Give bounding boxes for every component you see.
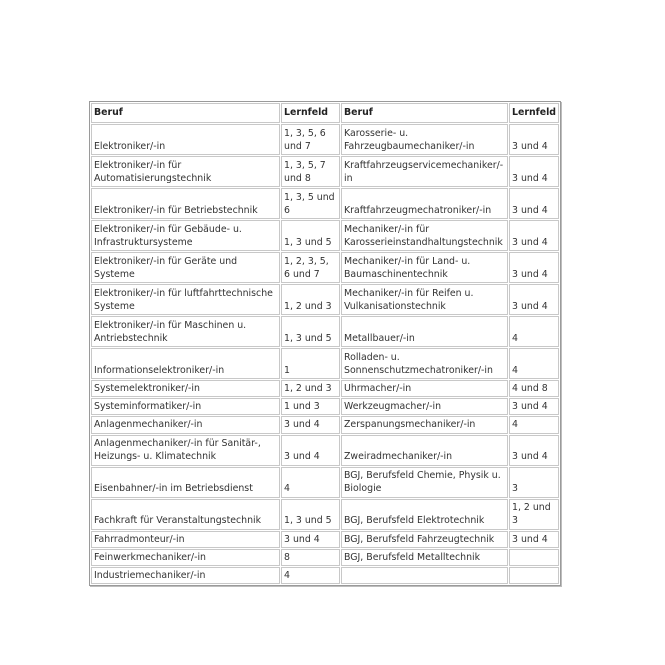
lernfeld-cell: 3 und 4	[509, 284, 559, 315]
lernfeld-cell: 4	[509, 348, 559, 379]
beruf-cell: Feinwerkmechaniker/-in	[91, 549, 280, 566]
lernfeld-cell: 1, 2 und 3	[281, 380, 340, 397]
lernfeld-cell: 3 und 4	[509, 188, 559, 219]
lernfeld-cell: 4	[281, 567, 340, 584]
beruf-cell: Industriemechaniker/-in	[91, 567, 280, 584]
beruf-cell: Mechaniker/-in für Karosserieinstandhaltungstechnik	[341, 220, 508, 251]
table-row	[91, 499, 559, 530]
beruf-cell: Fachkraft für Veranstaltungstechnik	[91, 499, 280, 530]
lernfeld-cell: 3 und 4	[509, 435, 559, 466]
table-header-row	[91, 103, 559, 123]
lernfeld-cell: 3 und 4	[509, 220, 559, 251]
header-beruf-1: Beruf	[91, 103, 280, 123]
beruf-cell: Rolladen- u. Sonnenschutzmechatroniker/-in	[341, 348, 508, 379]
lernfeld-cell: 4	[509, 416, 559, 433]
table-row	[91, 531, 559, 548]
beruf-lernfeld-table	[89, 101, 561, 586]
beruf-cell: BGJ, Berufsfeld Chemie, Physik u. Biologie	[341, 467, 508, 498]
lernfeld-cell: 4	[509, 316, 559, 347]
lernfeld-cell: 1, 3, 5, 7 und 8	[281, 156, 340, 187]
beruf-cell: Elektroniker/-in für luftfahrttechnische Systeme	[91, 284, 280, 315]
beruf-cell: Kraftfahrzeugmechatroniker/-in	[341, 188, 508, 219]
beruf-cell: Anlagenmechaniker/-in für Sanitär-, Heizungs- u. Klimatechnik	[91, 435, 280, 466]
header-lernfeld-1: Lernfeld	[281, 103, 340, 123]
table-row	[91, 467, 559, 498]
beruf-cell: Werkzeugmacher/-in	[341, 398, 508, 415]
lernfeld-cell: 3 und 4	[509, 398, 559, 415]
lernfeld-cell: 3 und 4	[509, 252, 559, 283]
table-container	[89, 101, 561, 586]
lernfeld-cell: 3 und 4	[509, 156, 559, 187]
beruf-cell: Zerspanungsmechaniker/-in	[341, 416, 508, 433]
beruf-cell: Elektroniker/-in für Geräte und Systeme	[91, 252, 280, 283]
lernfeld-cell: 1, 3, 5, 6 und 7	[281, 124, 340, 155]
lernfeld-cell: 1	[281, 348, 340, 379]
beruf-cell: Eisenbahner/-in im Betriebsdienst	[91, 467, 280, 498]
lernfeld-cell: 1, 2, 3, 5, 6 und 7	[281, 252, 340, 283]
beruf-cell: Anlagenmechaniker/-in	[91, 416, 280, 433]
beruf-cell: Kraftfahrzeugservicemechaniker/-in	[341, 156, 508, 187]
header-beruf-2: Beruf	[341, 103, 508, 123]
lernfeld-cell: 4 und 8	[509, 380, 559, 397]
table-row	[91, 348, 559, 379]
lernfeld-cell: 1, 2 und 3	[509, 499, 559, 530]
table-row	[91, 220, 559, 251]
table-row	[91, 398, 559, 415]
beruf-cell: Elektroniker/-in für Betriebstechnik	[91, 188, 280, 219]
lernfeld-cell: 3 und 4	[281, 435, 340, 466]
beruf-cell: Elektroniker/-in	[91, 124, 280, 155]
beruf-cell: Fahrradmonteur/-in	[91, 531, 280, 548]
lernfeld-cell: 1 und 3	[281, 398, 340, 415]
beruf-cell: Elektroniker/-in für Automatisierungstechnik	[91, 156, 280, 187]
beruf-cell: Metallbauer/-in	[341, 316, 508, 347]
beruf-cell: Informationselektroniker/-in	[91, 348, 280, 379]
beruf-cell: Systemelektroniker/-in	[91, 380, 280, 397]
table-row	[91, 416, 559, 433]
table-row	[91, 435, 559, 466]
beruf-cell: Mechaniker/-in für Land- u. Baumaschinentechnik	[341, 252, 508, 283]
lernfeld-cell: 4	[281, 467, 340, 498]
lernfeld-cell: 3 und 4	[509, 124, 559, 155]
beruf-cell: Uhrmacher/-in	[341, 380, 508, 397]
lernfeld-cell	[509, 567, 559, 584]
lernfeld-cell: 1, 3, 5 und 6	[281, 188, 340, 219]
table-row	[91, 549, 559, 566]
table-row	[91, 380, 559, 397]
beruf-cell: Karosserie- u. Fahrzeugbaumechaniker/-in	[341, 124, 508, 155]
beruf-cell: Mechaniker/-in für Reifen u. Vulkanisationstechnik	[341, 284, 508, 315]
table-row	[91, 567, 559, 584]
lernfeld-cell: 3 und 4	[281, 416, 340, 433]
lernfeld-cell: 1, 3 und 5	[281, 316, 340, 347]
table-row	[91, 252, 559, 283]
lernfeld-cell	[509, 549, 559, 566]
lernfeld-cell: 1, 3 und 5	[281, 499, 340, 530]
lernfeld-cell: 3	[509, 467, 559, 498]
lernfeld-cell: 1, 3 und 5	[281, 220, 340, 251]
table-row	[91, 284, 559, 315]
beruf-cell: BGJ, Berufsfeld Metalltechnik	[341, 549, 508, 566]
table-row	[91, 188, 559, 219]
beruf-cell: BGJ, Berufsfeld Elektrotechnik	[341, 499, 508, 530]
lernfeld-cell: 3 und 4	[281, 531, 340, 548]
table-row	[91, 124, 559, 155]
beruf-cell	[341, 567, 508, 584]
table-row	[91, 316, 559, 347]
lernfeld-cell: 1, 2 und 3	[281, 284, 340, 315]
header-lernfeld-2: Lernfeld	[509, 103, 559, 123]
lernfeld-cell: 3 und 4	[509, 531, 559, 548]
beruf-cell: BGJ, Berufsfeld Fahrzeugtechnik	[341, 531, 508, 548]
table-body	[91, 124, 559, 584]
beruf-cell: Zweiradmechaniker/-in	[341, 435, 508, 466]
beruf-cell: Elektroniker/-in für Maschinen u. Antriebstechnik	[91, 316, 280, 347]
table-row	[91, 156, 559, 187]
beruf-cell: Systeminformatiker/-in	[91, 398, 280, 415]
beruf-cell: Elektroniker/-in für Gebäude- u. Infrastruktursysteme	[91, 220, 280, 251]
lernfeld-cell: 8	[281, 549, 340, 566]
